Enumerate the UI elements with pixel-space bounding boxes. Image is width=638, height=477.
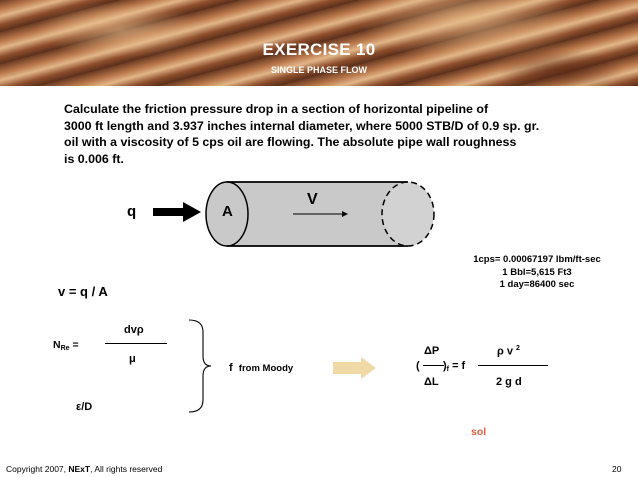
block-arrow-icon (333, 357, 377, 379)
paren-close-group (443, 360, 465, 373)
velocity-formula: v = q / A (58, 284, 108, 299)
brand-logo: NExT (68, 464, 91, 474)
copyright-prefix: Copyright 2007, (6, 464, 69, 474)
area-label: A (222, 203, 233, 220)
problem-line: is 0.006 ft. (64, 151, 124, 166)
pipe-diagram (205, 181, 445, 247)
velocity-label: V (307, 191, 318, 208)
moody-source: from Moody (238, 363, 294, 374)
solution-link[interactable]: sol (471, 426, 487, 438)
problem-line: Calculate the friction pressure drop in a section of horizontal pipeline of (64, 102, 489, 116)
nre-subscript: Re (60, 345, 70, 352)
header-banner (0, 0, 638, 86)
reynolds-denominator: μ (129, 353, 136, 365)
nre-symbol: N (53, 339, 61, 351)
moody-friction-label (229, 362, 293, 374)
conversion-line: 1 day=86400 sec (499, 279, 575, 290)
flow-rate-label: q (127, 203, 137, 220)
pressure-drop-numerator: ΔP (424, 345, 440, 357)
nre-equals: = (69, 339, 79, 351)
copyright-suffix: , All rights reserved (90, 464, 163, 474)
page-number: 20 (612, 464, 622, 474)
pipe-length-denominator: ΔL (424, 376, 439, 388)
copyright-footer (6, 464, 162, 474)
reynolds-numerator: dvρ (124, 324, 144, 336)
problem-line: oil with a viscosity of 5 cps oil are flowing. The absolute pipe wall roughness (64, 135, 517, 149)
equals-f: = f (449, 360, 466, 372)
rhs-fraction-bar (478, 365, 548, 366)
conversion-line: 1cps= 0.00067197 lbm/ft-sec (473, 254, 601, 265)
reynolds-label (53, 339, 79, 352)
flow-arrow-icon (153, 202, 203, 222)
conversion-line: 1 Bbl=5,615 Ft3 (502, 266, 572, 278)
rhs-numerator (497, 345, 520, 358)
rhs-denominator: 2 g d (496, 376, 522, 388)
reynolds-fraction-bar (105, 343, 167, 344)
slide-title: EXERCISE 10 (262, 40, 376, 59)
pipe-outlet-face (382, 182, 434, 246)
friction-subscript: f (446, 366, 450, 373)
slide-subtitle: SINGLE PHASE FLOW (270, 65, 367, 75)
unit-conversions (452, 254, 622, 292)
dp-dl-fraction-bar (423, 365, 444, 366)
problem-line: 3000 ft length and 3.937 inches internal diameter, where 5000 STB/D of 0.9 sp. gr. (64, 118, 540, 133)
brace-icon (185, 318, 215, 414)
problem-statement (64, 101, 624, 167)
relative-roughness: ε/D (76, 401, 93, 413)
rho-v: ρ v (497, 345, 513, 358)
exponent: 2 (516, 345, 520, 352)
friction-factor-symbol: f (229, 362, 233, 374)
paren-open: ( (416, 360, 420, 372)
paren-close: ) (443, 360, 447, 372)
